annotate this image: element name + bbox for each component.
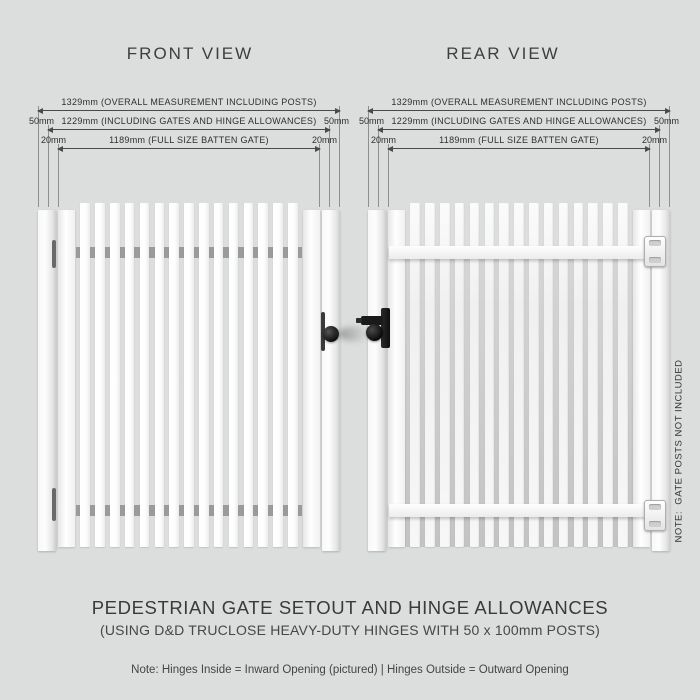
footer-subtitle: (USING D&D TRUCLOSE HEAVY-DUTY HINGES WITH 50 x 100mm POSTS) <box>99 622 601 638</box>
gate-batten <box>214 203 224 547</box>
gate-rail-top <box>389 246 649 259</box>
hinge-bottom <box>52 488 56 521</box>
gate-batten <box>199 203 209 547</box>
latch-knob <box>323 326 339 342</box>
dimension-label-post-offset-left: 50mm <box>359 116 385 126</box>
dimension-label-gate-offset-left: 20mm <box>41 135 67 145</box>
gate-batten <box>244 203 254 547</box>
gate-batten <box>155 203 165 547</box>
gate-batten <box>288 203 298 547</box>
hinge-top <box>52 240 56 268</box>
dimension-line-batten-gate <box>388 148 650 149</box>
gate-batten <box>140 203 150 547</box>
gate-rail-bottom <box>389 504 649 517</box>
gate-stile-latch-side <box>303 210 320 547</box>
latch-striker <box>356 318 362 323</box>
dimension-label-post-offset-right: 50mm <box>653 116 679 126</box>
gate-batten <box>80 203 90 547</box>
footer-title: PEDESTRIAN GATE SETOUT AND HINGE ALLOWANCES <box>91 597 609 618</box>
gate-batten <box>273 203 283 547</box>
dimension-label-overall: 1329mm (OVERALL MEASUREMENT INCLUDING POSTS) <box>391 97 647 107</box>
dimension-line-gates <box>378 129 660 130</box>
dimension-label-gate-offset-right: 20mm <box>641 135 667 145</box>
extension-line <box>58 144 59 207</box>
dimension-label-gate-offset-right: 20mm <box>311 135 337 145</box>
gate-batten <box>229 203 239 547</box>
gate-stile-latch-side <box>388 210 405 547</box>
dimension-label-gates: 1229mm (INCLUDING GATES AND HINGE ALLOWANCES) <box>391 116 647 126</box>
latch-knob <box>366 324 383 341</box>
extension-line <box>388 144 389 207</box>
dimension-label-batten-gate: 1189mm (FULL SIZE BATTEN GATE) <box>439 135 599 145</box>
extension-line <box>319 144 320 207</box>
extension-line <box>649 144 650 207</box>
gate-batten <box>169 203 179 547</box>
gate-batten <box>258 203 268 547</box>
dimension-line-batten-gate <box>58 148 320 149</box>
gate-stile-hinge-side <box>58 210 75 547</box>
truclose-hinge-bottom <box>644 500 666 531</box>
gate-batten <box>125 203 135 547</box>
front-view-title: FRONT VIEW <box>126 44 254 63</box>
batten-panel <box>75 203 303 547</box>
front-view-diagram <box>29 0 349 575</box>
footer-note: Note: Hinges Inside = Inward Opening (pictured) | Hinges Outside = Outward Opening <box>131 664 569 676</box>
dimension-line-overall <box>38 110 340 111</box>
dimension-label-batten-gate: 1189mm (FULL SIZE BATTEN GATE) <box>109 135 269 145</box>
gate-post-right <box>322 210 340 551</box>
dimension-label-post-offset-right: 50mm <box>323 116 349 126</box>
posts-not-included-note: NOTE: GATE POSTS NOT INCLUDED <box>673 359 685 543</box>
dimension-label-post-offset-left: 50mm <box>29 116 55 126</box>
rear-view-title: REAR VIEW <box>446 44 560 63</box>
dimension-line-gates <box>48 129 330 130</box>
truclose-hinge-top <box>644 236 666 267</box>
dimension-line-overall <box>368 110 670 111</box>
latch-plate <box>381 308 390 348</box>
gate-post-left <box>368 210 386 551</box>
dimension-label-gates: 1229mm (INCLUDING GATES AND HINGE ALLOWANCES) <box>61 116 317 126</box>
gate-batten <box>110 203 120 547</box>
gate-batten <box>95 203 105 547</box>
dimension-label-overall: 1329mm (OVERALL MEASUREMENT INCLUDING POSTS) <box>61 97 317 107</box>
dimension-label-gate-offset-left: 20mm <box>371 135 397 145</box>
gate-batten <box>184 203 194 547</box>
